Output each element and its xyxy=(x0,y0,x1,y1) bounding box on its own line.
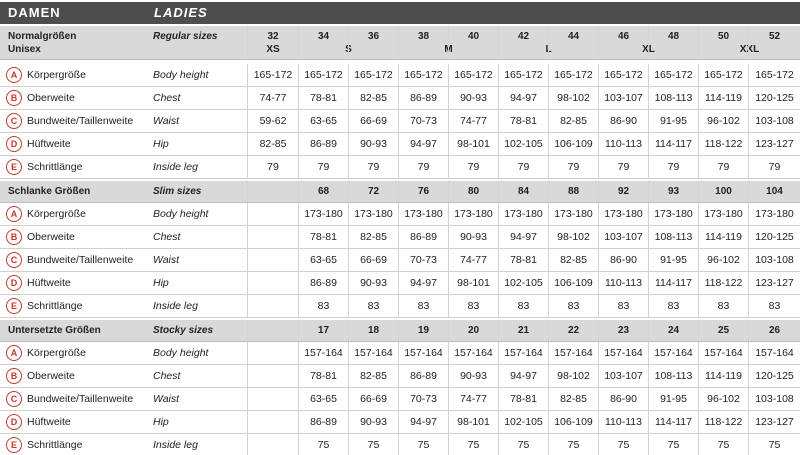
measure-label-de: Bundweite/Taillenweite xyxy=(27,115,134,127)
table-cell: 83 xyxy=(548,295,598,317)
table-cell: 103-107 xyxy=(598,226,648,248)
table-cell: 173-180 xyxy=(498,203,548,225)
slim-row-3 xyxy=(0,272,800,295)
table-cell: 83 xyxy=(298,295,348,317)
size-header: 52 xyxy=(748,26,800,43)
measure-badge: D xyxy=(6,414,22,430)
table-cell: 98-102 xyxy=(548,226,598,248)
table-cell: 86-89 xyxy=(298,411,348,433)
table-cell: 79 xyxy=(247,156,298,178)
table-cell: 114-117 xyxy=(648,411,698,433)
table-cell: 94-97 xyxy=(398,411,448,433)
slim-header-row xyxy=(0,181,800,203)
regular-row-4 xyxy=(0,156,800,179)
table-cell: 82-85 xyxy=(348,226,398,248)
table-cell: 165-172 xyxy=(247,64,298,86)
table-cell: 173-180 xyxy=(698,203,748,225)
measure-badge: E xyxy=(6,298,22,314)
table-cell: 165-172 xyxy=(598,64,648,86)
table-cell: 91-95 xyxy=(648,110,698,132)
table-cell: 75 xyxy=(548,434,598,455)
blank-cell xyxy=(247,342,298,364)
column-divider xyxy=(348,43,398,59)
table-cell: 79 xyxy=(298,156,348,178)
table-cell: 75 xyxy=(348,434,398,455)
table-cell: 108-113 xyxy=(648,87,698,109)
table-cell: 123-127 xyxy=(748,133,800,155)
table-cell: 82-85 xyxy=(348,365,398,387)
unisex-size: XL xyxy=(598,43,698,59)
unisex-label: Unisex xyxy=(8,44,41,55)
size-header: 26 xyxy=(748,320,800,341)
table-cell: 75 xyxy=(498,434,548,455)
table-cell: 79 xyxy=(398,156,448,178)
table-cell: 91-95 xyxy=(648,249,698,271)
table-cell: 90-93 xyxy=(448,226,498,248)
unisex-size: L xyxy=(498,43,598,59)
size-header: 36 xyxy=(348,26,398,43)
measure-label-en: Body height xyxy=(153,208,209,220)
measure-label-en: Waist xyxy=(153,393,180,405)
size-header: 50 xyxy=(698,26,748,43)
table-cell: 63-65 xyxy=(298,110,348,132)
table-cell: 173-180 xyxy=(348,203,398,225)
unisex-size: M xyxy=(398,43,498,59)
title-en: LADIES xyxy=(154,5,208,20)
table-cell: 78-81 xyxy=(298,87,348,109)
measure-label-de: Körpergröße xyxy=(27,69,86,81)
size-header: 32 xyxy=(247,26,298,43)
table-cell: 86-89 xyxy=(398,87,448,109)
measure-label-de: Oberweite xyxy=(27,92,75,104)
regular-row-3 xyxy=(0,133,800,156)
measure-badge: E xyxy=(6,437,22,453)
size-header: 40 xyxy=(448,26,498,43)
table-cell: 86-90 xyxy=(598,110,648,132)
table-cell: 82-85 xyxy=(348,87,398,109)
table-cell: 98-102 xyxy=(548,87,598,109)
table-cell: 114-117 xyxy=(648,133,698,155)
size-header: 72 xyxy=(348,181,398,202)
table-cell: 118-122 xyxy=(698,411,748,433)
measure-badge: E xyxy=(6,159,22,175)
table-cell: 90-93 xyxy=(348,133,398,155)
measure-label-en: Waist xyxy=(153,115,180,127)
table-cell: 79 xyxy=(548,156,598,178)
table-cell: 103-107 xyxy=(598,365,648,387)
measure-label-de: Hüftweite xyxy=(27,277,71,289)
table-cell: 82-85 xyxy=(548,249,598,271)
table-cell: 173-180 xyxy=(448,203,498,225)
measure-label-de: Schrittlänge xyxy=(27,161,83,173)
table-cell: 96-102 xyxy=(698,388,748,410)
table-cell: 83 xyxy=(448,295,498,317)
table-cell: 78-81 xyxy=(298,226,348,248)
measure-label-de: Hüftweite xyxy=(27,138,71,150)
table-cell: 157-164 xyxy=(748,342,800,364)
table-cell: 102-105 xyxy=(498,133,548,155)
table-cell: 79 xyxy=(348,156,398,178)
size-header: 38 xyxy=(398,26,448,43)
measure-badge: A xyxy=(6,206,22,222)
measure-badge: B xyxy=(6,90,22,106)
measure-label-en: Inside leg xyxy=(153,161,198,173)
measure-badge: B xyxy=(6,368,22,384)
size-header: 88 xyxy=(548,181,598,202)
unisex-size: XS xyxy=(247,43,298,59)
regular-row-0 xyxy=(0,64,800,87)
table-cell: 108-113 xyxy=(648,226,698,248)
table-cell: 96-102 xyxy=(698,110,748,132)
table-cell: 165-172 xyxy=(698,64,748,86)
slim-row-0 xyxy=(0,203,800,226)
column-divider xyxy=(748,43,800,59)
table-cell: 70-73 xyxy=(398,249,448,271)
table-cell: 94-97 xyxy=(498,226,548,248)
table-cell: 86-90 xyxy=(598,388,648,410)
table-cell: 94-97 xyxy=(498,87,548,109)
table-cell: 120-125 xyxy=(748,87,800,109)
table-cell: 75 xyxy=(698,434,748,455)
table-cell: 106-109 xyxy=(548,272,598,294)
size-header: 24 xyxy=(648,320,698,341)
blank-cell xyxy=(247,249,298,271)
table-cell: 66-69 xyxy=(348,388,398,410)
measure-badge: B xyxy=(6,229,22,245)
table-cell: 74-77 xyxy=(448,110,498,132)
measure-badge: C xyxy=(6,391,22,407)
table-cell: 120-125 xyxy=(748,226,800,248)
stocky-row-3 xyxy=(0,411,800,434)
size-header: 17 xyxy=(298,320,348,341)
table-cell: 98-102 xyxy=(548,365,598,387)
blank-cell xyxy=(247,226,298,248)
table-cell: 63-65 xyxy=(298,249,348,271)
measure-badge: D xyxy=(6,275,22,291)
table-cell: 123-127 xyxy=(748,411,800,433)
blank-cell xyxy=(247,295,298,317)
measure-label-en: Chest xyxy=(153,92,181,104)
table-cell: 110-113 xyxy=(598,272,648,294)
measure-label-de: Schrittlänge xyxy=(27,439,83,451)
measure-label-de: Körpergröße xyxy=(27,347,86,359)
size-header: 104 xyxy=(748,181,800,202)
table-cell: 83 xyxy=(598,295,648,317)
measure-label-en: Hip xyxy=(153,138,169,150)
table-cell: 165-172 xyxy=(498,64,548,86)
table-cell: 94-97 xyxy=(398,133,448,155)
table-cell: 110-113 xyxy=(598,133,648,155)
size-header: 22 xyxy=(548,320,598,341)
measure-label-de: Bundweite/Taillenweite xyxy=(27,393,134,405)
table-cell: 91-95 xyxy=(648,388,698,410)
table-cell: 86-89 xyxy=(298,272,348,294)
table-cell: 75 xyxy=(398,434,448,455)
regular-header-row xyxy=(0,26,800,43)
table-cell: 123-127 xyxy=(748,272,800,294)
column-divider xyxy=(598,43,648,59)
table-cell: 106-109 xyxy=(548,133,598,155)
table-cell: 173-180 xyxy=(298,203,348,225)
measure-label-de: Oberweite xyxy=(27,370,75,382)
table-cell: 110-113 xyxy=(598,411,648,433)
size-header: 34 xyxy=(298,26,348,43)
slim-row-1 xyxy=(0,226,800,249)
table-cell: 75 xyxy=(648,434,698,455)
table-cell: 114-119 xyxy=(698,365,748,387)
table-cell: 173-180 xyxy=(398,203,448,225)
table-cell: 114-119 xyxy=(698,87,748,109)
table-cell: 102-105 xyxy=(498,272,548,294)
column-divider xyxy=(448,43,498,59)
table-cell: 83 xyxy=(348,295,398,317)
table-cell: 75 xyxy=(448,434,498,455)
size-header: 80 xyxy=(448,181,498,202)
table-cell: 98-101 xyxy=(448,272,498,294)
blank-cell xyxy=(247,388,298,410)
table-cell: 83 xyxy=(648,295,698,317)
table-cell: 173-180 xyxy=(548,203,598,225)
size-header: 46 xyxy=(598,26,648,43)
table-cell: 74-77 xyxy=(448,249,498,271)
table-cell: 79 xyxy=(748,156,800,178)
slim-row-2 xyxy=(0,249,800,272)
table-cell: 118-122 xyxy=(698,133,748,155)
table-cell: 82-85 xyxy=(247,133,298,155)
table-cell: 106-109 xyxy=(548,411,598,433)
table-cell: 157-164 xyxy=(498,342,548,364)
table-cell: 70-73 xyxy=(398,388,448,410)
regular-label-de: Normalgrößen xyxy=(8,31,77,42)
blank-cell xyxy=(247,365,298,387)
table-cell: 83 xyxy=(398,295,448,317)
table-cell: 79 xyxy=(698,156,748,178)
measure-label-en: Body height xyxy=(153,347,209,359)
measure-label-en: Chest xyxy=(153,231,181,243)
blank-cell xyxy=(247,272,298,294)
stocky-row-2 xyxy=(0,388,800,411)
measure-badge: A xyxy=(6,345,22,361)
title-de: DAMEN xyxy=(8,5,61,20)
table-cell: 83 xyxy=(498,295,548,317)
column-divider xyxy=(247,43,298,59)
measure-label-de: Hüftweite xyxy=(27,416,71,428)
table-cell: 103-108 xyxy=(748,249,800,271)
table-cell: 86-89 xyxy=(398,365,448,387)
size-header: 48 xyxy=(648,26,698,43)
blank-cell xyxy=(247,434,298,455)
stocky-header-row xyxy=(0,320,800,342)
table-cell: 165-172 xyxy=(348,64,398,86)
stocky-label-de: Untersetzte Größen xyxy=(8,325,101,336)
table-cell: 79 xyxy=(648,156,698,178)
table-cell: 103-108 xyxy=(748,388,800,410)
measure-label-de: Oberweite xyxy=(27,231,75,243)
table-cell: 157-164 xyxy=(298,342,348,364)
table-cell: 165-172 xyxy=(748,64,800,86)
table-cell: 75 xyxy=(298,434,348,455)
measure-label-en: Hip xyxy=(153,277,169,289)
measure-label-en: Chest xyxy=(153,370,181,382)
blank-cell xyxy=(247,411,298,433)
table-cell: 165-172 xyxy=(548,64,598,86)
measure-label-en: Inside leg xyxy=(153,300,198,312)
table-cell: 75 xyxy=(598,434,648,455)
table-cell: 114-117 xyxy=(648,272,698,294)
size-header: 25 xyxy=(698,320,748,341)
table-cell: 98-101 xyxy=(448,133,498,155)
table-cell: 90-93 xyxy=(448,365,498,387)
table-cell: 98-101 xyxy=(448,411,498,433)
table-cell: 86-89 xyxy=(298,133,348,155)
unisex-size: XXL xyxy=(698,43,800,59)
measure-label-de: Körpergröße xyxy=(27,208,86,220)
size-header: 84 xyxy=(498,181,548,202)
table-cell: 79 xyxy=(598,156,648,178)
measure-label-en: Hip xyxy=(153,416,169,428)
table-cell: 79 xyxy=(498,156,548,178)
table-cell: 90-93 xyxy=(348,272,398,294)
table-cell: 157-164 xyxy=(648,342,698,364)
table-cell: 94-97 xyxy=(498,365,548,387)
table-cell: 165-172 xyxy=(448,64,498,86)
slim-label-en: Slim sizes xyxy=(153,186,202,197)
table-cell: 165-172 xyxy=(298,64,348,86)
size-header: 68 xyxy=(298,181,348,202)
table-cell: 103-108 xyxy=(748,110,800,132)
column-divider xyxy=(298,43,348,59)
column-divider xyxy=(548,43,598,59)
size-header: 93 xyxy=(648,181,698,202)
column-divider xyxy=(498,43,548,59)
table-cell: 157-164 xyxy=(448,342,498,364)
measure-label-de: Bundweite/Taillenweite xyxy=(27,254,134,266)
table-cell: 63-65 xyxy=(298,388,348,410)
size-header: 19 xyxy=(398,320,448,341)
regular-row-2 xyxy=(0,110,800,133)
measure-badge: C xyxy=(6,252,22,268)
size-header: 100 xyxy=(698,181,748,202)
table-cell: 78-81 xyxy=(298,365,348,387)
table-cell: 83 xyxy=(748,295,800,317)
stocky-row-1 xyxy=(0,365,800,388)
slim-label-de: Schlanke Größen xyxy=(8,186,91,197)
unisex-header-row xyxy=(0,43,800,60)
column-divider xyxy=(398,43,448,59)
table-cell: 90-93 xyxy=(448,87,498,109)
regular-row-1 xyxy=(0,87,800,110)
table-cell: 59-62 xyxy=(247,110,298,132)
table-cell: 78-81 xyxy=(498,249,548,271)
size-header: 76 xyxy=(398,181,448,202)
size-header: 42 xyxy=(498,26,548,43)
size-header: 21 xyxy=(498,320,548,341)
table-cell: 157-164 xyxy=(398,342,448,364)
blank-header-cell xyxy=(247,320,298,341)
table-cell: 86-89 xyxy=(398,226,448,248)
table-cell: 82-85 xyxy=(548,110,598,132)
table-cell: 86-90 xyxy=(598,249,648,271)
size-header: 18 xyxy=(348,320,398,341)
table-cell: 74-77 xyxy=(448,388,498,410)
size-header: 23 xyxy=(598,320,648,341)
table-cell: 96-102 xyxy=(698,249,748,271)
table-cell: 173-180 xyxy=(598,203,648,225)
measure-badge: A xyxy=(6,67,22,83)
table-cell: 74-77 xyxy=(247,87,298,109)
table-cell: 102-105 xyxy=(498,411,548,433)
column-divider xyxy=(648,43,698,59)
table-cell: 103-107 xyxy=(598,87,648,109)
unisex-size: S xyxy=(298,43,398,59)
table-cell: 70-73 xyxy=(398,110,448,132)
column-divider xyxy=(698,43,748,59)
measure-badge: D xyxy=(6,136,22,152)
table-cell: 78-81 xyxy=(498,388,548,410)
measure-label-de: Schrittlänge xyxy=(27,300,83,312)
table-cell: 120-125 xyxy=(748,365,800,387)
table-cell: 157-164 xyxy=(698,342,748,364)
measure-label-en: Body height xyxy=(153,69,209,81)
table-cell: 165-172 xyxy=(398,64,448,86)
table-cell: 157-164 xyxy=(348,342,398,364)
table-cell: 94-97 xyxy=(398,272,448,294)
stocky-row-0 xyxy=(0,342,800,365)
table-cell: 157-164 xyxy=(548,342,598,364)
measure-label-en: Waist xyxy=(153,254,180,266)
blank-cell xyxy=(247,203,298,225)
table-cell: 173-180 xyxy=(648,203,698,225)
table-cell: 78-81 xyxy=(498,110,548,132)
table-cell: 66-69 xyxy=(348,249,398,271)
measure-label-en: Inside leg xyxy=(153,439,198,451)
table-cell: 108-113 xyxy=(648,365,698,387)
slim-row-4 xyxy=(0,295,800,318)
table-cell: 82-85 xyxy=(548,388,598,410)
title-bar xyxy=(0,2,800,24)
table-cell: 173-180 xyxy=(748,203,800,225)
table-cell: 118-122 xyxy=(698,272,748,294)
stocky-row-4 xyxy=(0,434,800,455)
table-cell: 165-172 xyxy=(648,64,698,86)
size-header: 92 xyxy=(598,181,648,202)
size-header: 44 xyxy=(548,26,598,43)
table-cell: 157-164 xyxy=(598,342,648,364)
table-cell: 66-69 xyxy=(348,110,398,132)
measure-badge: C xyxy=(6,113,22,129)
table-cell: 90-93 xyxy=(348,411,398,433)
stocky-label-en: Stocky sizes xyxy=(153,325,214,336)
table-cell: 83 xyxy=(698,295,748,317)
table-cell: 75 xyxy=(748,434,800,455)
regular-label-en: Regular sizes xyxy=(153,31,218,42)
table-cell: 79 xyxy=(448,156,498,178)
size-header: 20 xyxy=(448,320,498,341)
table-cell: 114-119 xyxy=(698,226,748,248)
blank-header-cell xyxy=(247,181,298,202)
